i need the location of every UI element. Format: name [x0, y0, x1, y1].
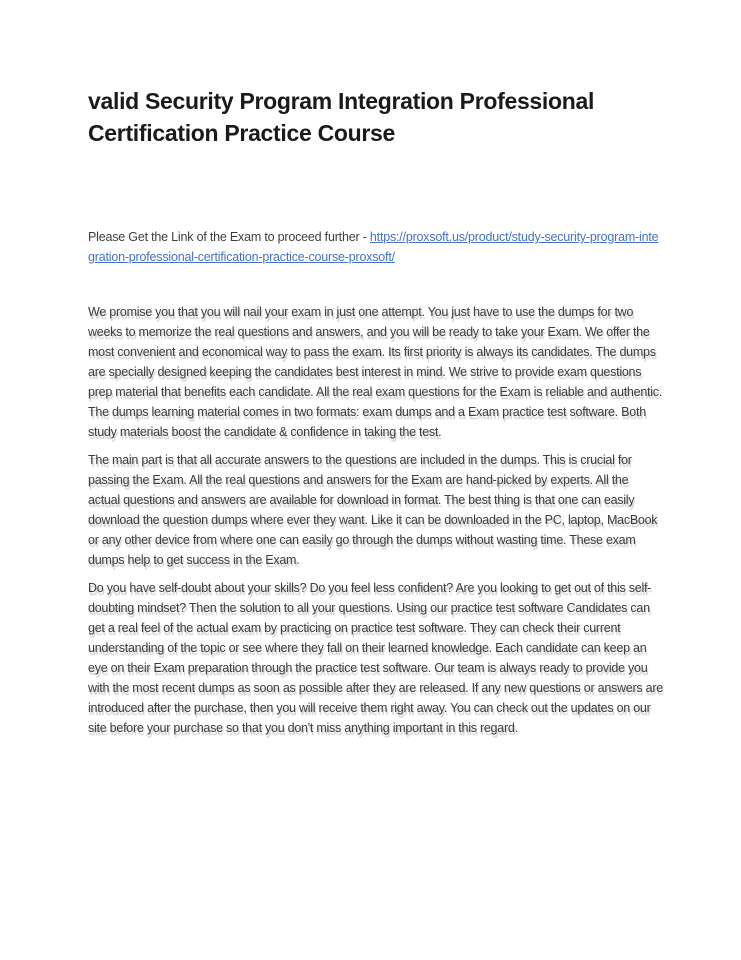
paragraph-dumps-details: The main part is that all accurate answers to the questions are included in the dumps. This is crucial for passing the Exam. All the real questions and answers for the Exam are hand-picked by experts. All the actual questions and answers are available for download in format. The best thing is that one can easily download the question dumps where ever they want. Like it can be downloaded in the PC, laptop, MacBook or any other device from where one can easily go through the dumps without wasting time. These exam dumps help to get success in the Exam.	[88, 453, 658, 567]
exam-link[interactable]: https://proxsoft.us/product/study-security-program-integration-professional-certification-practice-course-proxsoft/	[88, 230, 659, 264]
document-body	[88, 302, 663, 738]
link-intro-text: Please Get the Link of the Exam to proceed further -	[88, 230, 370, 244]
exam-link-paragraph	[88, 227, 663, 267]
paragraph-self-doubt: Do you have self-doubt about your skills? Do you feel less confident? Are you looking to get out of this self-doubting mindset? Then the solution to all your questions. Using our practice test software Candidates can get a real feel of the actual exam by practicing on practice test software. They can check their current understanding of the topic or see where they fall on their learned knowledge. Each candidate can keep an eye on their Exam preparation through the practice test software. Our team is always ready to provide you with the most recent dumps as soon as possible after they are released. If any new questions or answers are introduced after the purchase, then you will receive them right away. You can check out the updates on our site before your purchase so that you don't miss anything important in this regard.	[88, 581, 663, 735]
paragraph-promise: We promise you that you will nail your exam in just one attempt. You just have to use the dumps for two weeks to memorize the real questions and answers, and you will be ready to take your Exam. We offer the most convenient and economical way to pass the exam. Its first priority is always its candidates. The dumps are specially designed keeping the candidates best interest in mind. We strive to provide exam questions prep material that benefits each candidate. All the real exam questions for the Exam is reliable and authentic. The dumps learning material comes in two formats: exam dumps and a Exam practice test software. Both study materials boost the candidate & confidence in taking the test.	[88, 305, 662, 439]
page-title: valid Security Program Integration Professional Certification Practice Course	[88, 88, 595, 146]
